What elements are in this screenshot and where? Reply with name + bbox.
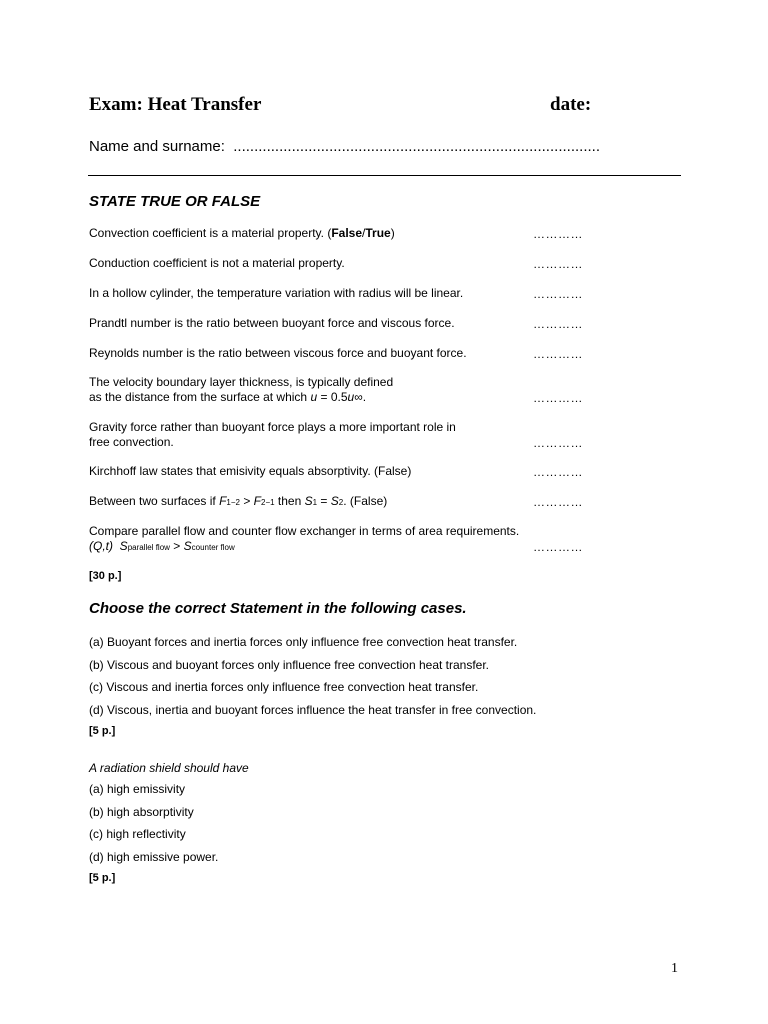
statement-4: Prandtl number is the ratio between buoyant force and viscous force. — [89, 316, 455, 330]
section2-points: [5 p.] — [89, 725, 116, 737]
section3-option-a: (a) high emissivity — [89, 782, 186, 796]
date-label: date: — [550, 94, 592, 115]
statement-1: Convection coefficient is a material property. (False/True) — [89, 226, 395, 240]
statement-3: In a hollow cylinder, the temperature variation with radius will be linear. — [89, 286, 464, 300]
statement-8: Kirchhoff law states that emisivity equals absorptivity. (False) — [89, 464, 412, 478]
statement-6: The velocity boundary layer thickness, is typically defined as the distance from the surface at which u = 0.5u∞. — [89, 375, 394, 404]
statement-9: Between two surfaces if F1−2 > F2−1 then S1 = S2. (False) — [89, 494, 388, 508]
statement-10: Compare parallel flow and counter flow exchanger in terms of area requirements. (Q,t) Sparallel flow > Scounter flow — [89, 524, 520, 553]
header-divider — [88, 175, 681, 176]
section3-option-c: (c) high reflectivity — [89, 827, 186, 841]
exam-title: Exam: Heat Transfer — [89, 94, 262, 115]
page-number: 1 — [671, 961, 678, 976]
statement-5: Reynolds number is the ratio between viscous force and buoyant force. — [89, 346, 467, 360]
section2-heading: Choose the correct Statement in the following cases. — [89, 600, 467, 617]
statement-2: Conduction coefficient is not a material property. — [89, 256, 345, 270]
answer-blank-2: ………… — [533, 257, 583, 271]
answer-blank-8: ………… — [533, 465, 583, 479]
name-surname-line — [89, 138, 600, 155]
section1-heading: STATE TRUE OR FALSE — [89, 193, 261, 210]
section2-option-c: (c) Viscous and inertia forces only influence free convection heat transfer. — [89, 680, 479, 694]
name-dots: ........................................................................................ — [233, 138, 600, 155]
section2-option-b: (b) Viscous and buoyant forces only influence free convection heat transfer. — [89, 658, 490, 672]
section2-option-a: (a) Buoyant forces and inertia forces only influence free convection heat transfer. — [89, 635, 518, 649]
section3-question: A radiation shield should have — [89, 761, 249, 775]
section2-option-d: (d) Viscous, inertia and buoyant forces influence the heat transfer in free convection. — [89, 703, 537, 717]
statement-7: Gravity force rather than buoyant force plays a more important role in free convection. — [89, 420, 456, 449]
answer-blank-7: ………… — [533, 436, 583, 450]
answer-blank-6: ………… — [533, 391, 583, 405]
section3-points: [5 p.] — [89, 872, 116, 884]
answer-blank-5: ………… — [533, 347, 583, 361]
answer-blank-10: ………… — [533, 540, 583, 554]
section3-option-b: (b) high absorptivity — [89, 805, 194, 819]
answer-blank-9: ………… — [533, 495, 583, 509]
answer-blank-4: ………… — [533, 317, 583, 331]
name-label: Name and surname: — [89, 138, 225, 155]
section1-points: [30 p.] — [89, 570, 122, 582]
section3-option-d: (d) high emissive power. — [89, 850, 219, 864]
answer-blank-1: ………… — [533, 227, 583, 241]
answer-blank-3: ………… — [533, 287, 583, 301]
